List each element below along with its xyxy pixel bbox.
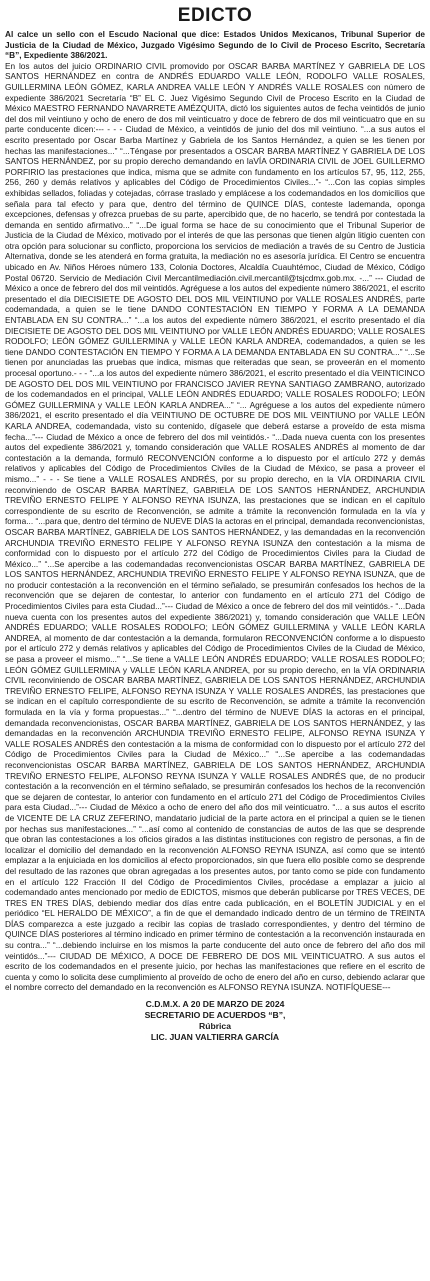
document-title: EDICTO [177,5,253,26]
seal-heading: Al calce un sello con el Escudo Nacional que dice: Estados Unidos Mexicanos, Tribunal Superior de Justicia de la Ciudad de México, Juzgado Vigésimo Segundo de lo Civil de Proceso Escrito, Secretaría “B”, Expediente 386/2021. [5,29,425,61]
signature-date: C.D.M.X. A 20 DE MARZO DE 2024 [145,999,285,1010]
signature-rubrica: Rúbrica [199,1021,231,1032]
signature-office: SECRETARIO DE ACUERDOS “B”, [144,1010,286,1021]
signature-name: LIC. JUAN VALTIERRA GARCÍA [150,1032,280,1043]
edict-body-text: En los autos del juicio ORDINARIO CIVIL promovido por OSCAR BARBA MARTÍNEZ Y GABRIELA DE LOS SANTOS HERNÁNDEZ en contra de ANDRÉS EDUARDO VALLE LEÓN, RODOLFO VALLE ROSALES, GUILLERMINA LEÓN GÓMEZ, KARLA ANDREA VALLE LEÓN Y ANDRÉS VALLE ROSALES con número de expediente 386/2021 Secretaría “B” EL C. Juez Vigésimo Segundo Civil de Proceso Escrito en la Ciudad de México MAESTRO FERNANDO NAVARRETE AMÉZQUITA, dictó los siguientes autos de fecha veintidós de junio del dos mil veintiuno y ocho de enero de dos mil veinticuatro y doce de febrero de dos mil veinticuatro que en su parte conducente dicen:--- - - - Ciudad de México, a veintidós de junio del dos mil veintiuno. “...a sus autos el escrito presentado por Oscar Barba Martínez y Gabriela de los Santos Hernández, a quien se les tienen por hechas las manifestaciones...” “...Téngase por presentados a OSCAR BARBA MARTÍNEZ Y GABRIELA DE LOS SANTOS HERNÁNDEZ, por su propio derecho demandando en laVÍA ORDINARIA CIVIL de JOEL GUILLERMO PORFIRIO las prestaciones que indica, misma que se admite con fundamento en los artículos 57, 95, 112, 255, 256, 260 y demás relativos y aplicables del Código de Procedimientos Civiles...”- “...Con las copias simples exhibidas sellados, foliadas y cotejadas, córrase traslado y emplácese a los codemandados en los domicilios que señala para tal efecto y para que, dentro del término de QUINCE DÍAS, conteste lademanda, oponga excepciones, defensas y ofrezca pruebas de su parte, apercibido que, de no hacerlo, se tendrá por contestada la demanda en sentido afirmativo...” “...De igual forma se hace de su conocimiento que el Tribunal Superior de Justicia de la Ciudad de México, motivado por el interés de que las personas que tienen algún litigio cuenten con otra opción para solucionar su conflicto, proporciona los servicios de mediación a través de su Centro de Justicia Alternativa, donde se les atenderá en forma gratuita, la mediación no es asesoría jurídica. El Centro se encuentra ubicado en Av. Niños Héroes número 133, Colonia Doctores, Alcaldía Cuauhtémoc, Ciudad de México, Código Postal 06720. Servicio de Mediación Civil Mercantilmediación.civil.mercantil@tsjcdmx.gob.mx. -...” --- Ciudad de México a once de febrero del dos mil veintidós. Agréguese a los autos del expediente número 386/2021, el escrito presentado el día DIECISIETE DE AGOSTO DEL DOS MIL VEINTIUNO por VALLE ROSALES ANDRÉS, parte codemandada, a quien se le tiene DANDO CONTESTACIÓN EN TIEMPO Y FORMA A LA DEMANDA ENTABLADA EN SU CONTRA...” “...a los autos del expediente número 386/2021, el escrito presentado el día DIECISIETE DE AGOSTO DEL DOS MIL VEINTIUNO por VALLE LEÓN ANDRÉS EDUARDO; VALLE ROSALES RODOLFO; LEÓN GÓMEZ GUILLERMINA y VALLE LEÓN KARLA ANDREA, codemandados, a quien se les tiene DANDO CONTESTACIÓN EN TIEMPO Y FORMA A LA DEMANDA ENTABLADA EN SU CONTRA...” “...Se tienen por anunciadas las pruebas que indica, mismas que reiteradas que sean, se proveerán en el momento procesal oportuno.- - - “...a los autos del expediente número 386/2021, el escrito presentado el día VEINTICINCO DE AGOSTO DEL DOS MIL VEINTIUNO por FRANCISCO JAVIER REYNA SANTIAGO ZAMBRANO, autorizado de los codemandados en el principal, VALLE LEÓN ANDRÉS EDUARDO; VALLE ROSALES RODOLFO; LEÓN GÓMEZ GUILLERMINA y VALLE LEÓN KARLA ANDREA...” “... Agréguese a los autos del expediente número 386/2021, el escrito presentado el día VEINTIUNO DE OCTUBRE DE DOS MIL VEINTIUNO por VALLE LEÓN KARLA ANDREA, codemandada, visto su contenido, dígasele que deberá estarse a proveído de esta misma fecha...”--- Ciudad de México a once de febrero del dos mil veintidós.- “...Dada nueva cuenta con los presentes autos del expediente 386/2021 y, tomando consideración que VALLE ROSALES ANDRÉS al momento de dar contestación a la demanda, formuló RECONVENCIÓN conforme a lo dispuesto por el artículo 272 y demás relativos y aplicables del Código de Procedimientos Civiles de la Ciudad de México, se pasa a proveer el mismo...” - - - Se tiene a VALLE ROSALES ANDRÉS, por su propio derecho, en la VÍA ORDINARIA CIVIL reconviniendo de OSCAR BARBA MARTÍNEZ, GABRIELA DE LOS SANTOS HERNÁNDEZ, ARCHUNDIA TREVIÑO ERNESTO FELIPE Y ALFONSO REYNA ISUNZA, las prestaciones que se indican en el capítulo correspondiente de su escrito de Reconvención, se admite a trámite la reconvención formulada en la vía y forma... “...para que, dentro del término de NUEVE DÍAS la actoras en el principal, demandada reconvencionistas, OSCAR BARBA MARTÍNEZ, GABRIELA DE LOS SANTOS HERNÁNDEZ, y las demandadas en la reconvención ARCHUNDIA TREVIÑO ERNESTO FELIPE Y ALFONSO REYNA ISUNZA den contestación a la misma de conformidad con lo dispuesto por el artículo 272 del Código de Procedimientos Civiles para la Ciudad de México...” “...Se apercibe a las codemandadas reconvencionistas OSCAR BARBA MARTÍNEZ, GABRIELA DE LOS SANTOS HERNÁNDEZ, ARCHUNDIA TREVIÑO ERNESTO FELIPE Y ALFONSO REYNA ISUNZA, que de no producir contestación a la reconvención en el término señalado, se presumirán confesados los hechos de la reconvención que se dejaren de contestar, lo anterior con fundamento en el artículo 271 del Código de Procedimientos Civiles para esta Ciudad...”--- Ciudad de México a once de febrero del dos mil veintidós.- “...Dada nueva cuenta con los presentes autos del expediente 386/2021) y, tomando consideración que VALLE LEÓN ANDRÉS EDUARDO; VALLE ROSALES RODOLFO; LEÓN GÓMEZ GUILLERMINA y VALLE LEÓN KARLA ANDREA, al momento de dar contestación a la demanda, formularon RECONVENCIÓN conforme a lo dispuesto por el artículo 272 y demás relativos y aplicables del Código de Procedimientos Civiles de la Ciudad de México, se pasa a proveer el mismo...” “...Se tiene a VALLE LEÓN ANDRÉS EDUARDO; VALLE ROSALES RODOLFO; LEÓN GÓMEZ GUILLERMINA y VALLE LEÓN KARLA ANDREA, por su propio derecho, en la VÍA ORDINARIA CIVIL reconviniendo de OSCAR BARBA MARTÍNEZ, GABRIELA DE LOS SANTOS HERNÁNDEZ, ARCHUNDIA TREVIÑO ERNESTO FELIPE, ALFONSO REYNA ISUNZA Y VALLE ROSALES ANDRÉS, las prestaciones que se indican en el capítulo correspondiente de su escrito de Reconvención, se admite a trámite la reconvención formulada en la vía y forma propuestas...” “...dentro del término de NUEVE DÍAS la actoras en el principal, demandada reconvencionistas, OSCAR BARBA MARTÍNEZ, GABRIELA DE LOS SANTOS HERNÁNDEZ, y las demandadas en la reconvención ARCHUNDIA TREVIÑO ERNESTO FELIPE, ALFONSO REYNA ISUNZA Y VALLE ROSALES ANDRÉS den contestación a la misma de conformidad con lo dispuesto por el artículo 272 del Código de Procedimientos Civiles para la Ciudad de México...” “...Se apercibe a las codemandadas reconvencionistas OSCAR BARBA MARTÍNEZ, GABRIELA DE LOS SANTOS HERNÁNDEZ, ARCHUNDIA TREVIÑO ERNESTO FELIPE, ALFONSO REYNA ISUNZA Y VALLE ROSALES ANDRÉS que, de no producir contestación a la reconvención en el término señalado, se presumirán confesados los hechos de la reconvención que se dejaren de contestar, lo anterior con fundamento en el artículo 271 del Código de Procedimientos Civiles para esta Ciudad...”--- Ciudad de México a ocho de enero del año dos mil veinticuatro. “... a sus autos el escrito de VICENTE DE LA CRUZ ZEFERINO, mandatario judicial de la parte actora en el principal a quien se le tienen por hechas sus manifestaciones...” “...así como al contenido de constancias de autos de las que se desprende que obran las contestaciones a los oficios girados a las distintas instituciones con registro de personas, a fin de localizar el domicilio del demandado en la reconvención ALFONSO REYNA ISUNZA, así como que se intentó emplazar a la enjuiciada en los domicilios al efecto proporcionados, sin que fuera ello posible como se desprende del resultado de las razones que obran agregadas a los presentes autos, por tanto como se pide con fundamento en el artículo 122 Fracción II del Código de Procedimientos Civiles, procédase a emplazar a juicio al codemandado antes mencionado por medio de EDICTOS, mismos que deberán publicarse por TRES VECES, DE TRES EN TRES DÍAS, debiendo mediar dos días entre cada publicación, en el BOLETÍN JUDICIAL y en el periódico “EL HERALDO DE MÉXICO”, a fin de que el demandado indicado dentro de un término de TREINTA DÍAS comparezca a este juzgado a recibir las copias de traslado correspondientes, y dentro del término de QUINCE DÍAS posteriores al término indicado en primer término de contestación a la reconvención instaurada en su contra...” “...debiendo incluirse en los mismos la parte conducente del auto once de febrero del año dos mil veintidós...”--- CIUDAD DE MÉXICO, A DOCE DE FEBRERO DE DOS MIL VEINTICUATRO. A sus autos el escrito de los codemandados en el presente juicio, por hechas las manifestaciones que refiere en el escrito de cuenta y como lo solicita dese cumplimiento al proveído de ocho de enero del año en curso, debiendo aclarar que el nombre correcto del demandado en la reconvención es ALFONSO REYNA ISUNZA. NOTIFÍQUESE--- [5,60,425,993]
signature-block [5,999,425,1043]
